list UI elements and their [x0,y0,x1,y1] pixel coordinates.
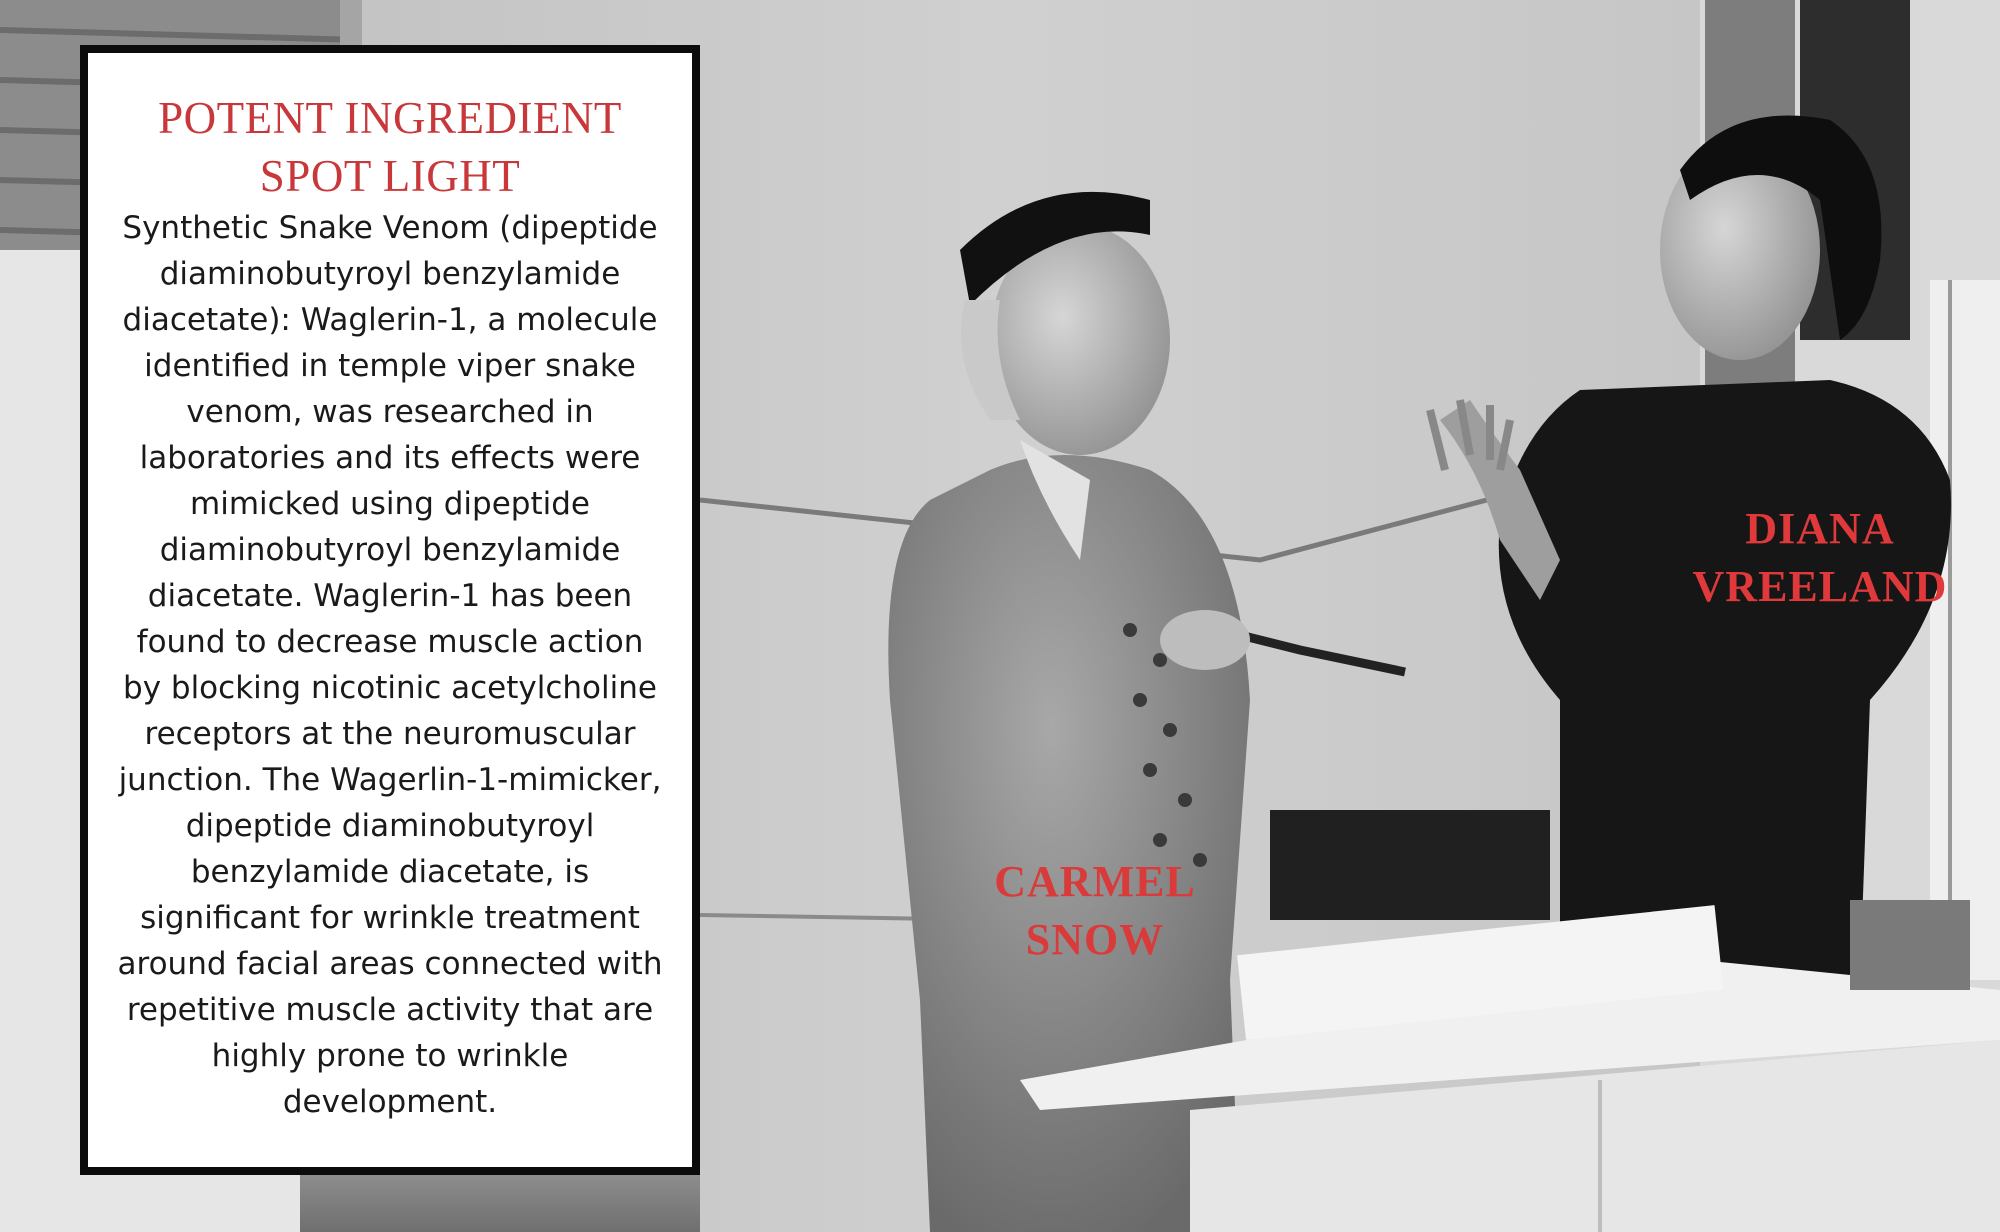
name-label-carmel-snow [960,853,1230,969]
name-label-diana-vreeland [1660,500,1980,616]
name-label-line-2: VREELAND [1692,562,1948,611]
card-title [116,89,664,205]
card-title-line-1: POTENT INGREDIENT [158,93,622,143]
ingredient-info-card [80,45,700,1175]
name-label-line-2: SNOW [1025,915,1165,964]
name-label-line-1: CARMEL [994,857,1196,906]
name-label-line-1: DIANA [1745,504,1895,553]
card-body-text: Synthetic Snake Venom (dipeptide diaminobutyroyl benzylamide diacetate): Waglerin-1, a molecule identified in temple viper snake venom, was researched in laboratories and its effects were mimicked using dipeptide diaminobutyroyl benzylamide diacetate. Waglerin-1 has been found to decrease muscle action by blocking nicotinic acetylcholine receptors at the neuromuscular junction. The Wagerlin-1-mimicker, dipeptide diaminobutyroyl benzylamide diacetate, is significant for wrinkle treatment around facial areas connected with repetitive muscle activity that are highly prone to wrinkle development. [117,210,663,1120]
card-title-line-2: SPOT LIGHT [259,151,521,201]
